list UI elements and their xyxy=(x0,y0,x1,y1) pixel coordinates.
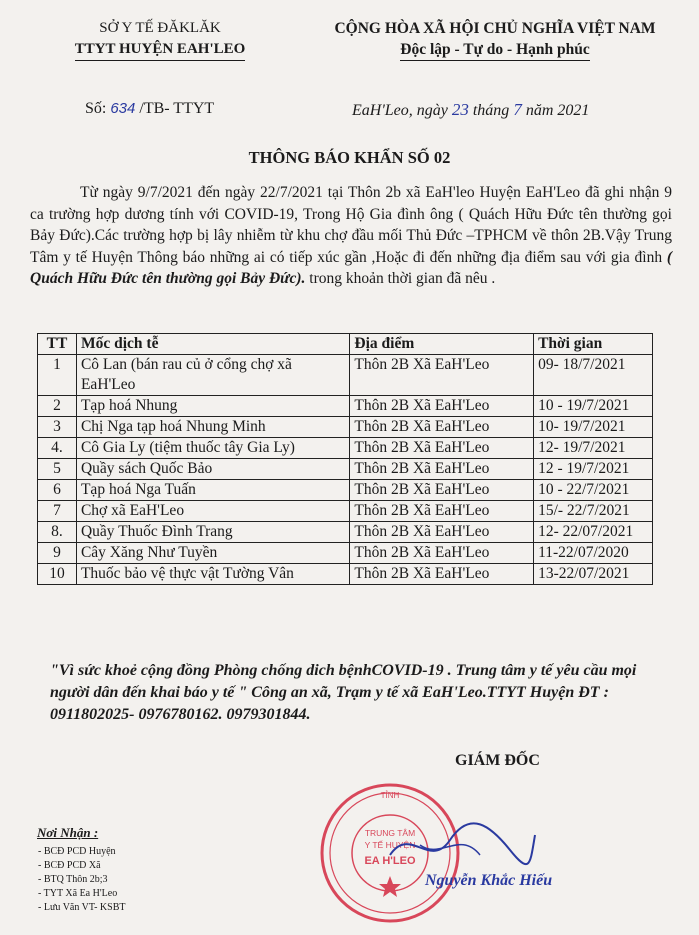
cell-tt: 6 xyxy=(38,480,77,501)
cell-tt: 3 xyxy=(38,417,77,438)
doc-number-prefix: Số: xyxy=(85,100,107,117)
place-date xyxy=(352,100,589,120)
list-item: - BCĐ PCD Huyện xyxy=(38,845,125,859)
list-item: - BCĐ PCD Xã xyxy=(38,859,125,873)
table-row xyxy=(38,501,653,522)
list-item: - TYT Xã Ea H'Leo xyxy=(38,887,125,901)
table-row xyxy=(38,459,653,480)
col-header-moc: Mốc dịch tễ xyxy=(76,334,349,355)
date-day: 23 xyxy=(451,100,469,119)
epidemiology-table xyxy=(37,333,653,585)
cell-tt: 10 xyxy=(38,564,77,585)
stamp-line1: TRUNG TÂM xyxy=(364,828,416,838)
table-header-row xyxy=(38,334,653,355)
signature-scribble xyxy=(380,815,540,875)
cell-thoigian: 09- 18/7/2021 xyxy=(534,355,653,396)
cell-diadiem: Thôn 2B Xã EaH'Leo xyxy=(350,522,534,543)
cell-thoigian: 10 - 22/7/2021 xyxy=(534,480,653,501)
stamp-top-text: TỈNH xyxy=(380,791,400,800)
cell-thoigian: 12- 22/07/2021 xyxy=(534,522,653,543)
cell-moc: Quầy sách Quốc Bảo xyxy=(76,459,349,480)
cell-tt: 5 xyxy=(38,459,77,480)
director-name: Nguyễn Khắc Hiếu xyxy=(425,872,553,889)
document-number xyxy=(85,100,214,118)
list-item: - Lưu Văn VT- KSBT xyxy=(38,901,125,915)
recipients-list xyxy=(38,845,125,915)
table-row xyxy=(38,438,653,459)
cell-thoigian: 15/- 22/7/2021 xyxy=(534,501,653,522)
list-item: - BTQ Thôn 2b;3 xyxy=(38,873,125,887)
cell-moc: Chợ xã EaH'Leo xyxy=(76,501,349,522)
cell-moc: Cây Xăng Như Tuyền xyxy=(76,543,349,564)
cell-moc: Cô Lan (bán rau củ ở cổng chợ xã EaH'Leo xyxy=(76,355,349,396)
body-bold-name: ( Quách Hữu Đức tên thường gọi Bảy Đức). xyxy=(30,248,673,287)
cell-diadiem: Thôn 2B Xã EaH'Leo xyxy=(350,543,534,564)
cell-thoigian: 11-22/07/2020 xyxy=(534,543,653,564)
issuer-block xyxy=(20,18,300,61)
cell-moc: Tạp hoá Nhung xyxy=(76,396,349,417)
cell-moc: Tạp hoá Nga Tuấn xyxy=(76,480,349,501)
table-row xyxy=(38,355,653,396)
notice-body xyxy=(30,182,672,290)
cell-tt: 4. xyxy=(38,438,77,459)
date-year: năm 2021 xyxy=(525,102,590,119)
table-row xyxy=(38,396,653,417)
cell-thoigian: 12 - 19/7/2021 xyxy=(534,459,653,480)
cell-tt: 2 xyxy=(38,396,77,417)
table-row xyxy=(38,417,653,438)
cell-diadiem: Thôn 2B Xã EaH'Leo xyxy=(350,396,534,417)
cell-thoigian: 10- 19/7/2021 xyxy=(534,417,653,438)
director-title: GIÁM ĐỐC xyxy=(455,752,540,769)
doc-number-suffix: /TB- TTYT xyxy=(139,100,215,117)
cell-diadiem: Thôn 2B Xã EaH'Leo xyxy=(350,501,534,522)
stamp-line2: Y TẾ HUYỆN xyxy=(364,840,416,850)
motto: Độc lập - Tự do - Hạnh phúc xyxy=(400,39,589,61)
cell-thoigian: 10 - 19/7/2021 xyxy=(534,396,653,417)
col-header-diadiem: Địa điểm xyxy=(350,334,534,355)
table-row xyxy=(38,543,653,564)
recipients-label: Nơi Nhận : xyxy=(37,825,99,840)
cell-moc: Thuốc bảo vệ thực vật Tường Vân xyxy=(76,564,349,585)
national-motto-block xyxy=(300,18,690,61)
notice-title: THÔNG BÁO KHẨN SỐ 02 xyxy=(248,148,451,167)
cell-diadiem: Thôn 2B Xã EaH'Leo xyxy=(350,438,534,459)
cell-diadiem: Thôn 2B Xã EaH'Leo xyxy=(350,564,534,585)
closing-statement: "Vì sức khoẻ cộng đồng Phòng chống dich bệnhCOVID-19 . Trung tâm y tế yêu cầu mọi người dân đến khai báo y tế " Công an xã, Trạm y tế xã EaH'Leo.TTYT Huyện ĐT : 0911802025- 0976780162. 0979301844. xyxy=(50,662,637,723)
cell-diadiem: Thôn 2B Xã EaH'Leo xyxy=(350,480,534,501)
body-tail: trong khoản thời gian đã nêu . xyxy=(305,270,496,287)
stamp-star-icon xyxy=(379,876,401,897)
cell-diadiem: Thôn 2B Xã EaH'Leo xyxy=(350,417,534,438)
cell-moc: Quầy Thuốc Đình Trang xyxy=(76,522,349,543)
place-label: EaH'Leo, ngày xyxy=(352,102,448,119)
cell-thoigian: 12- 19/7/2021 xyxy=(534,438,653,459)
cell-moc: Chị Nga tạp hoá Nhung Minh xyxy=(76,417,349,438)
table-row xyxy=(38,480,653,501)
date-month-label: tháng xyxy=(472,102,510,119)
cell-diadiem: Thôn 2B Xã EaH'Leo xyxy=(350,459,534,480)
date-month: 7 xyxy=(513,100,522,119)
table-row xyxy=(38,522,653,543)
stamp-line3: EA H'LEO xyxy=(364,855,416,867)
cell-tt: 8. xyxy=(38,522,77,543)
cell-tt: 7 xyxy=(38,501,77,522)
cell-moc: Cô Gia Ly (tiệm thuốc tây Gia Ly) xyxy=(76,438,349,459)
country-name: CỘNG HÒA XÃ HỘI CHỦ NGHĨA VIỆT NAM xyxy=(334,20,656,37)
doc-number-value: 634 xyxy=(110,100,136,117)
cell-tt: 9 xyxy=(38,543,77,564)
issuer-department: SỞ Y TẾ ĐĂKLĂK xyxy=(99,20,221,36)
cell-diadiem: Thôn 2B Xã EaH'Leo xyxy=(350,355,534,396)
cell-tt: 1 xyxy=(38,355,77,396)
body-paragraph: Từ ngày 9/7/2021 đến ngày 22/7/2021 tại Thôn 2b xã EaH'leo Huyện EaH'Leo đã ghi nhận 9 ca trường hợp dương tính với COVID-19, Trong Hộ Gia đình ông ( Quách Hữu Đức tên thường gọi Bảy Đức).Các trường hợp bị lây nhiễm từ khu chợ đầu mối Thủ Đức –TPHCM về thôn 2B.Vậy Trung Tâm y tế Huyện Thông báo những ai có tiếp xúc gần ,Hoặc đi đến những địa điểm sau với gia đình xyxy=(30,184,672,266)
issuer-center: TTYT HUYỆN EAH'LEO xyxy=(75,39,246,61)
table-row xyxy=(38,564,653,585)
col-header-tt: TT xyxy=(38,334,77,355)
cell-thoigian: 13-22/07/2021 xyxy=(534,564,653,585)
col-header-thoigian: Thời gian xyxy=(534,334,653,355)
